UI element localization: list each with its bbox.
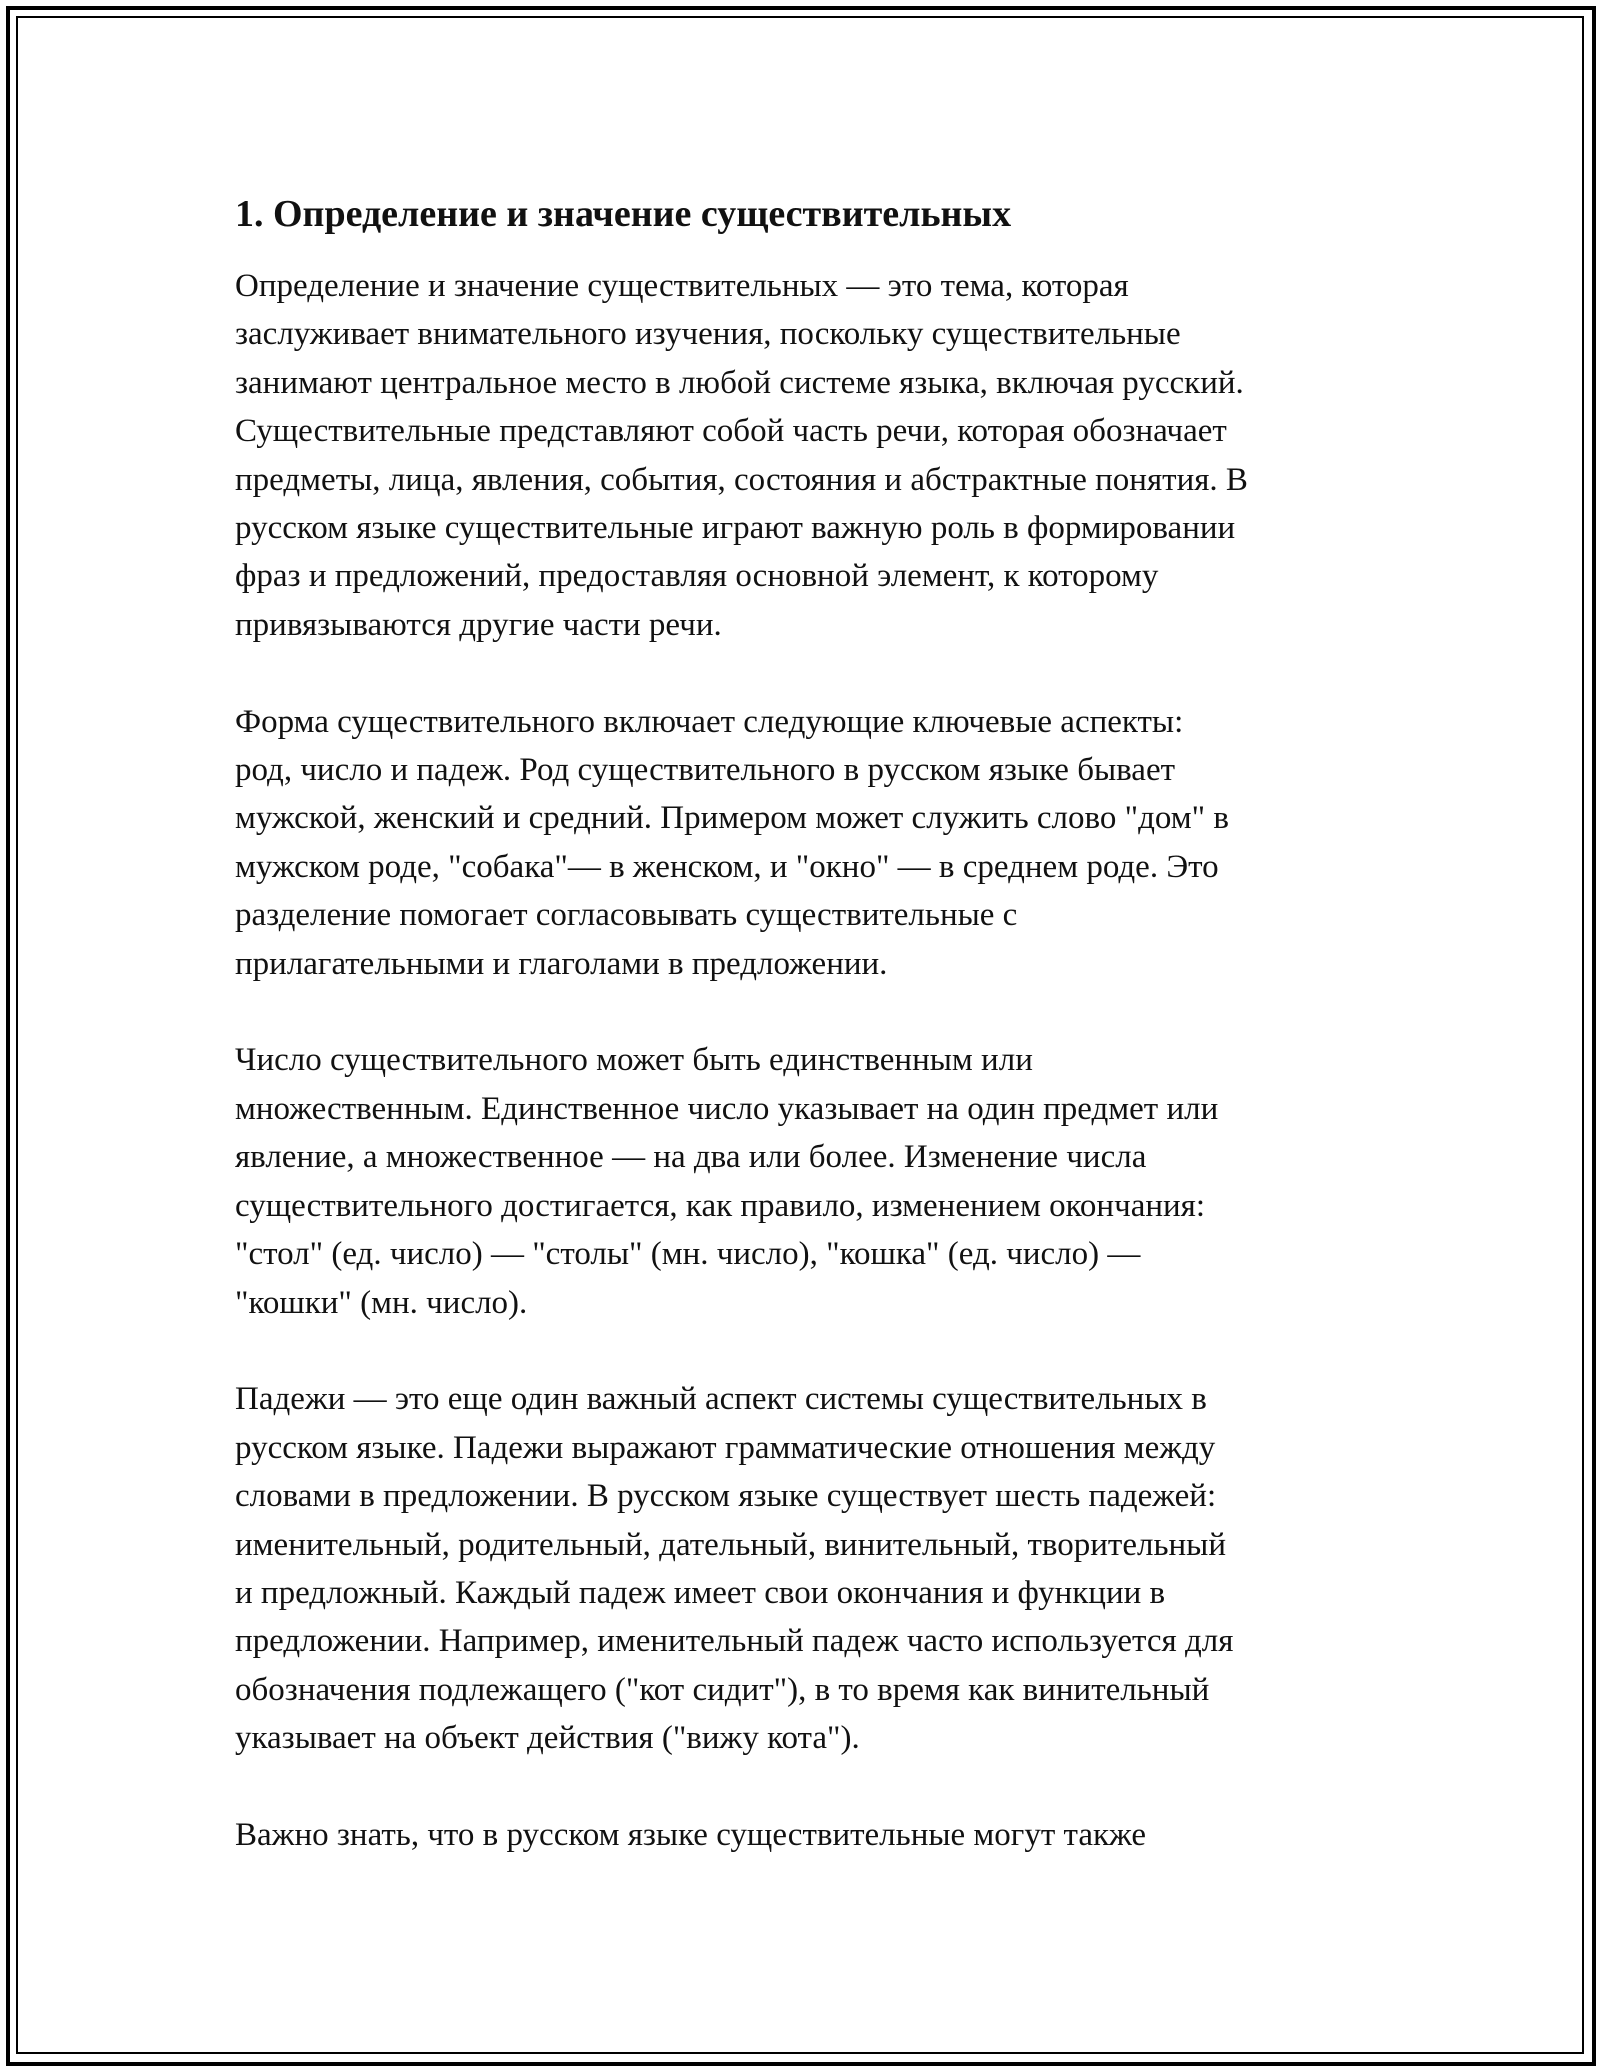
text-line: русском языке. Падежи выражают грамматические отношения между: [235, 1429, 1216, 1466]
text-line: Падежи — это еще один важный аспект системы существительных в: [235, 1381, 1207, 1418]
text-line: предметы, лица, явления, события, состояния и абстрактные понятия. В: [235, 461, 1248, 498]
text-line: Существительные представляют собой часть речи, которая обозначает: [235, 413, 1227, 450]
text-line: заслуживает внимательного изучения, поскольку существительные: [235, 316, 1181, 353]
text-line: и предложный. Каждый падеж имеет свои окончания и функции в: [235, 1574, 1166, 1611]
text-line: разделение помогает согласовывать существительные с: [235, 897, 1018, 934]
text-line: прилагательными и глаголами в предложении.: [235, 945, 888, 982]
document-body: [235, 190, 1375, 1908]
text-line: именительный, родительный, дательный, винительный, творительный: [235, 1526, 1226, 1563]
text-line: Число существительного может быть единственным или: [235, 1042, 1033, 1079]
section-heading: 1. Определение и значение существительных: [235, 193, 1012, 235]
text-line: занимают центральное место в любой системе языка, включая русский.: [235, 364, 1244, 401]
text-line: русском языке существительные играют важную роль в формировании: [235, 510, 1236, 547]
text-line: род, число и падеж. Род существительного в русском языке бывает: [235, 752, 1176, 789]
text-line: "кошки" (мн. число).: [235, 1284, 528, 1321]
text-line: обозначения подлежащего ("кот сидит"), в то время как винительный: [235, 1671, 1210, 1708]
text-line: предложении. Например, именительный падеж часто используется для: [235, 1623, 1234, 1660]
text-line: указывает на объект действия ("вижу кота").: [235, 1720, 860, 1757]
paragraph-number: [235, 1036, 1375, 1326]
paragraph-continuation: [235, 1811, 1375, 1859]
text-line: явление, а множественное — на два или более. Изменение числа: [235, 1139, 1147, 1176]
text-line: фраз и предложений, предоставляя основной элемент, к которому: [235, 558, 1159, 595]
paragraph-gender: [235, 698, 1375, 988]
text-line: мужском роде, "собака"— в женском, и "окно" — в среднем роде. Это: [235, 848, 1219, 885]
text-line: Определение и значение существительных — это тема, которая: [235, 268, 1129, 304]
paragraph-cases: [235, 1375, 1375, 1762]
text-line: Важно знать, что в русском языке существительные могут также: [235, 1816, 1147, 1853]
paragraph-definition: [235, 262, 1375, 649]
text-line: словами в предложении. В русском языке существует шесть падежей:: [235, 1478, 1217, 1515]
text-line: "стол" (ед. число) — "столы" (мн. число), "кошка" (ед. число) —: [235, 1236, 1141, 1273]
text-line: привязываются другие части речи.: [235, 606, 722, 643]
text-line: Форма существительного включает следующие ключевые аспекты:: [235, 703, 1184, 740]
text-line: множественным. Единственное число указывает на один предмет или: [235, 1090, 1219, 1127]
text-line: мужской, женский и средний. Примером может служить слово "дом" в: [235, 800, 1229, 837]
text-line: существительного достигается, как правило, изменением окончания:: [235, 1187, 1206, 1224]
